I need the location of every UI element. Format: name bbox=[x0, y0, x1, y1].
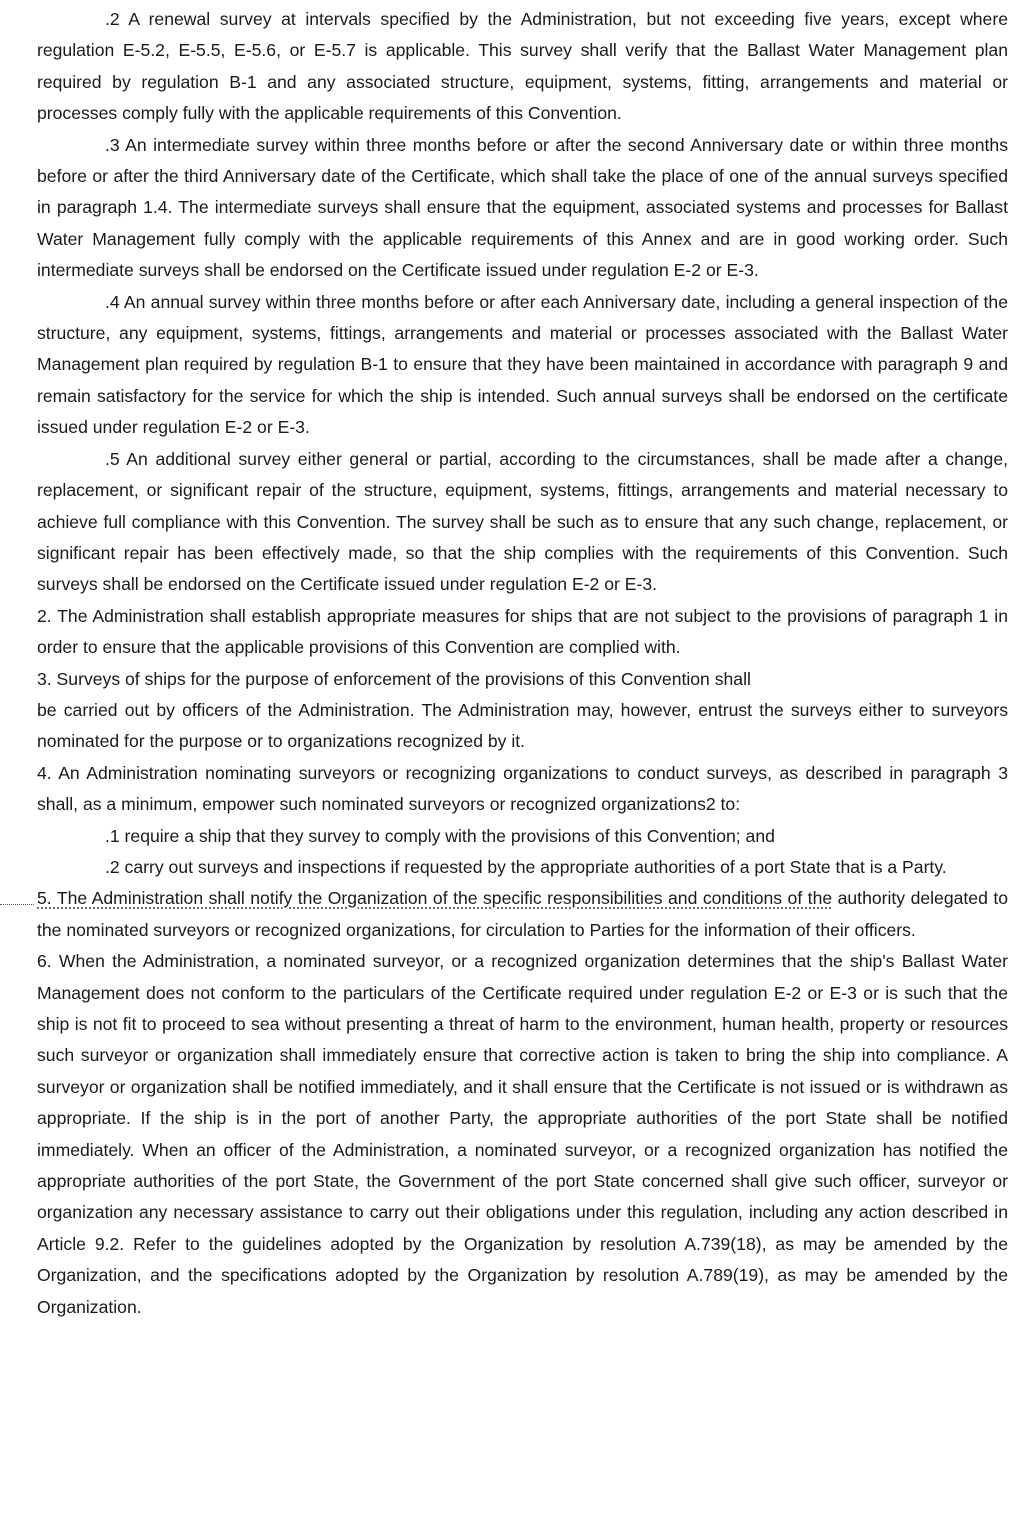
document-page bbox=[37, 4, 1008, 1323]
paragraph-5 bbox=[37, 883, 1008, 946]
dotted-leader-line bbox=[0, 904, 34, 905]
paragraph-5-struck-start: 5. The Administration shall notify the Organization of the specific responsibilities and conditions of the bbox=[37, 888, 833, 909]
paragraph-2: 2. The Administration shall establish appropriate measures for ships that are not subject to the provisions of paragraph 1 in order to ensure that the applicable provisions of this Convention are complied with. bbox=[37, 605, 1008, 658]
sub-paragraph-4: .4 An annual survey within three months before or after each Anniversary date, including a general inspection of the structure, any equipment, systems, fittings, arrangements and material or processes associated with the Ballast Water Management plan required by regulation B-1 to ensure that they have been maintained in accordance with paragraph 9 and remain satisfactory for the service for which the ship is intended. Such annual surveys shall be endorsed on the certificate issued under regulation E-2 or E-3. bbox=[37, 291, 1008, 438]
paragraph-6: 6. When the Administration, a nominated surveyor, or a recognized organization determines that the ship's Ballast Water Management does not conform to the particulars of the Certificate required under regulation E-2 or E-3 or is such that the ship is not fit to proceed to sea without presenting a threat of harm to the environment, human health, property or resources such surveyor or organization shall immediately ensure that corrective action is taken to bring the ship into compliance. A surveyor or organization shall be notified immediately, and it shall ensure that the Certificate is not issued or is withdrawn as appropriate. If the ship is in the port of another Party, the appropriate authorities of the port State shall be notified immediately. When an officer of the Administration, a nominated surveyor, or a recognized organization has notified the appropriate authorities of the port State, the Government of the port State concerned shall give such officer, surveyor or organization any necessary assistance to carry out their obligations under this regulation, including any action described in Article 9.2. Refer to the guidelines adopted by the Organization by resolution A.739(18), as may be amended by the Organization, and the specifications adopted by the Organization by resolution A.789(19), as may be amended by the Organization. bbox=[37, 951, 1008, 1317]
paragraph-3-rest: be carried out by officers of the Administration. The Administration may, however, entrust the surveys either to surveyors nominated for the purpose or to organizations recognized by it. bbox=[37, 699, 1008, 752]
sub-paragraph-5: .5 An additional survey either general or partial, according to the circumstances, shall be made after a change, replacement, or significant repair of the structure, equipment, systems, fittings, arrangements and material necessary to achieve full compliance with this Convention. The survey shall be such as to ensure that any such change, replacement, or significant repair has been effectively made, so that the ship complies with the requirements of this Convention. Such surveys shall be endorsed on the Certificate issued under regulation E-2 or E-3. bbox=[37, 448, 1008, 595]
sub-paragraph-2: .2 A renewal survey at intervals specified by the Administration, but not exceeding five years, except where regulation E-5.2, E-5.5, E-5.6, or E-5.7 is applicable. This survey shall verify that the Ballast Water Management plan required by regulation B-1 and any associated structure, equipment, systems, fitting, arrangements and material or processes comply fully with the applicable requirements of this Convention. bbox=[37, 9, 1008, 124]
paragraph-4: 4. An Administration nominating surveyors or recognizing organizations to conduct surveys, as described in paragraph 3 shall, as a minimum, empower such nominated surveyors or recognized organizations2 to: bbox=[37, 762, 1008, 815]
paragraph-3-first-line: 3. Surveys of ships for the purpose of enforcement of the provisions of this Convention shall bbox=[37, 668, 751, 689]
paragraph-3 bbox=[37, 664, 1008, 758]
paragraph-4-item-1: .1 require a ship that they survey to comply with the provisions of this Convention; and bbox=[105, 825, 775, 846]
paragraph-5-rest: authority delegated to the nominated surveyors or recognized organizations, for circulation to Parties for the information of their officers. bbox=[37, 888, 1009, 940]
sub-paragraph-3: .3 An intermediate survey within three months before or after the second Anniversary date or within three months before or after the third Anniversary date of the Certificate, which shall take the place of one of the annual surveys specified in paragraph 1.4. The intermediate surveys shall ensure that the equipment, associated systems and processes for Ballast Water Management fully comply with the applicable requirements of this Annex and are in good working order. Such intermediate surveys shall be endorsed on the Certificate issued under regulation E-2 or E-3. bbox=[37, 134, 1008, 281]
paragraph-4-item-2: .2 carry out surveys and inspections if requested by the appropriate authorities of a port State that is a Party. bbox=[105, 856, 947, 877]
